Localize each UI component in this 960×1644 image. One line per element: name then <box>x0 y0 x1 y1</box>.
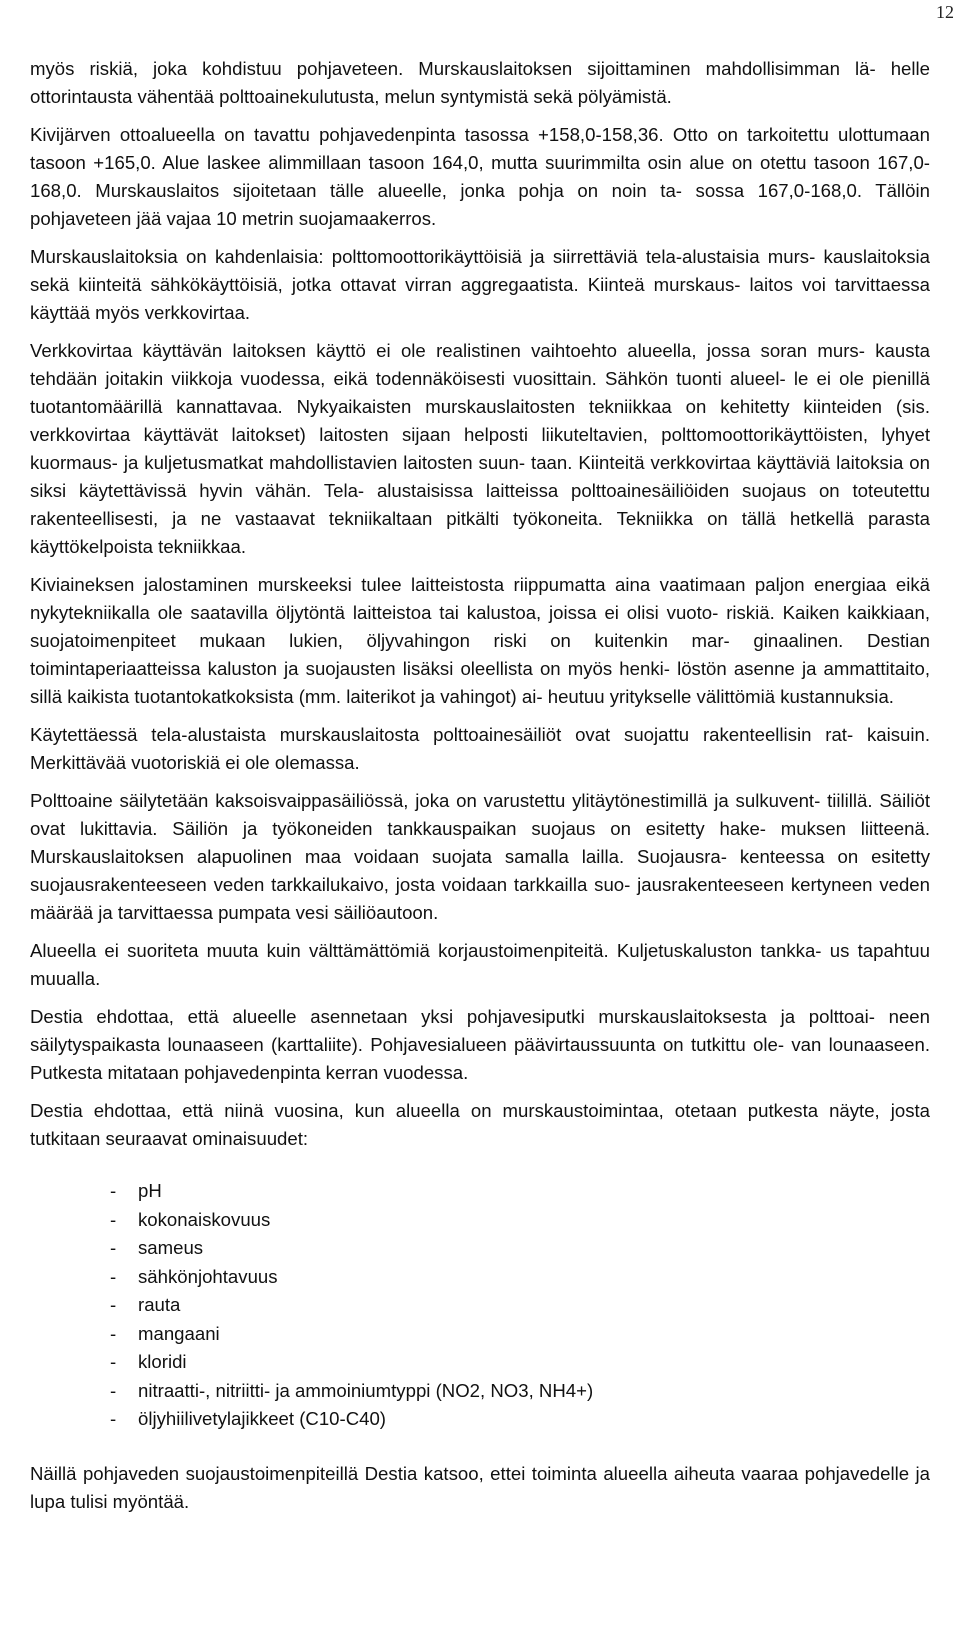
list-item <box>110 1206 930 1235</box>
list-item-text: nitraatti-, nitriitti- ja ammoiniumtyppi (NO2, NO3, NH4+) <box>138 1379 594 1401</box>
list-dash: - <box>110 1237 117 1258</box>
list-item-text: kokonaiskovuus <box>138 1208 271 1230</box>
list-item-text: rauta <box>138 1294 181 1315</box>
list-dash: - <box>110 1294 117 1315</box>
paragraph-3: Murskauslaitoksia on kahdenlaisia: polttomoottorikäyttöisiä ja siirrettäviä tela-alustaisia murs- kauslaitoksia sekä kiinteitä sähkökäyttöisiä, jotka ottavat virran aggregaatista. Kiinteä murskaus- laitos voi tarvittaessa käyttää myös verkkovirtaa. <box>30 246 930 323</box>
list-dash: - <box>110 1351 117 1372</box>
list-dash: - <box>110 1180 117 1201</box>
list-dash: - <box>110 1208 117 1230</box>
list-item-text: pH <box>138 1180 162 1201</box>
list-dash: - <box>110 1408 117 1429</box>
list-item-text: mangaani <box>138 1322 220 1344</box>
list-item-text: kloridi <box>138 1351 187 1372</box>
list-item-text: öljyhiilivetylajikkeet (C10-C40) <box>138 1408 387 1429</box>
list-item <box>110 1405 930 1434</box>
paragraph-1: myös riskiä, joka kohdistuu pohjaveteen. Murskauslaitoksen sijoittaminen mahdollisimman lä- helle ottorintausta vähentää polttoainekulutusta, melun syntymistä sekä pölyämistä. <box>30 58 930 107</box>
page-number: 12 <box>936 2 954 22</box>
list-item <box>110 1263 930 1292</box>
list-item <box>110 1377 930 1406</box>
paragraph-2: Kivijärven ottoalueella on tavattu pohjavedenpinta tasossa +158,0-158,36. Otto on tarkoitettu ulottumaan tasoon +165,0. Alue laskee alimmillaan tasoon 164,0, mutta suurimmilta osin alue on otettu tasoon 167,0-168,0. Murskauslaitos sijoitetaan tälle alueelle, jonka pohja on noin ta- sossa 167,0-168,0. Tällöin pohjaveteen jää vajaa 10 metrin suojamaakerros. <box>30 124 930 229</box>
document-body <box>30 55 930 1526</box>
paragraph-6: Käytettäessä tela-alustaista murskauslaitosta polttoainesäiliöt ovat suojattu rakenteellisin rat- kaisuin. Merkittävää vuotoriskiä ei ole olemassa. <box>30 724 930 773</box>
final-paragraph: Näillä pohjaveden suojaustoimenpiteillä Destia katsoo, ettei toiminta alueella aiheuta vaaraa pohjavedelle ja lupa tulisi myöntää. <box>30 1462 930 1512</box>
list-item <box>110 1177 930 1206</box>
list-item <box>110 1234 930 1263</box>
list-dash: - <box>110 1322 117 1344</box>
list-item <box>110 1291 930 1320</box>
paragraph-4: Verkkovirtaa käyttävän laitoksen käyttö ei ole realistinen vaihtoehto alueella, jossa soran murs- kausta tehdään joitakin viikkoja vuodessa, eikä todennäköisesti vuosittain. Sähkön tuonti alueel- le ei ole pienillä tuotantomäärillä kannattavaa. Nykyaikaisten murskauslaitosten tekniikkaa on kehitetty kiinteiden (sis. verkkovirtaa käyttävät laitokset) laitosten sijaan helposti liikuteltavien, polttomoottorikäyttöisten, lyhyet kuormaus- ja kuljetusmatkat mahdollistavien laitosten suun- taan. Kiinteitä verkkovirtaa käyttäviä laitoksia on siksi käytettävissä hyvin vähän. Tela- alustaisissa laitteissa polttoainesäiliöiden suojaus on toteutettu rakenteellisesti, ja ne vastaavat tekniikaltaan pitkälti työkoneita. Tekniikka on tällä hetkellä parasta käyttökelpoista tekniikkaa. <box>30 340 930 557</box>
list-item <box>110 1320 930 1349</box>
measured-properties-list <box>30 1177 930 1434</box>
paragraph-10: Destia ehdottaa, että niinä vuosina, kun alueella on murskaustoimintaa, otetaan putkesta näyte, josta tutkitaan seuraavat ominaisuudet: <box>30 1100 930 1149</box>
paragraph-9: Destia ehdottaa, että alueelle asennetaan yksi pohjavesiputki murskauslaitoksesta ja polttoai- neen säilytyspaikasta lounaaseen (karttaliite). Pohjavesialueen päävirtaussuunta on tutkittu ole- van lounaaseen. Putkesta mitataan pohjavedenpinta kerran vuodessa. <box>30 1006 930 1083</box>
paragraph-5: Kiviaineksen jalostaminen murskeeksi tulee laitteistosta riippumatta aina vaatimaan paljon energiaa eikä nykytekniikalla ole saatavilla öljytöntä laitteistoa tai kalustoa, joissa ei olisi vuoto- riskiä. Kaiken kaikkiaan, suojatoimenpiteet mukaan lukien, öljyvahingon riski on kuitenkin mar- ginaalinen. Destian toimintaperiaatteissa kaluston ja suojausten lisäksi oleellista on myös henki- löstön asenne ja ammattitaito, sillä kaikista tuotantokatkoksista (mm. laiterikot ja vahingot) ai- heutuu yritykselle välittömiä kustannuksia. <box>30 574 930 707</box>
list-item <box>110 1348 930 1377</box>
paragraph-8: Alueella ei suoriteta muuta kuin välttämättömiä korjaustoimenpiteitä. Kuljetuskaluston tankka- us tapahtuu muualla. <box>30 940 930 989</box>
list-dash: - <box>110 1265 117 1287</box>
paragraph-7: Polttoaine säilytetään kaksoisvaippasäiliössä, joka on varustettu ylitäytönestimillä ja sulkuvent- tiilillä. Säiliöt ovat lukittavia. Säiliön ja työkoneiden tankkauspaikan suojaus on esitetty hake- muksen liitteenä. Murskauslaitoksen alapuolinen maa voidaan suojata samalla lailla. Suojausra- kenteessa on esitetty suojausrakenteeseen veden tarkkailukaivo, josta voidaan tarkkailla suo- jausrakenteeseen kertyneen veden määrää ja tarvittaessa pumpata vesi säiliöautoon. <box>30 790 930 923</box>
list-dash: - <box>110 1379 117 1401</box>
list-item-text: sameus <box>138 1237 204 1258</box>
list-item-text: sähkönjohtavuus <box>138 1265 278 1287</box>
